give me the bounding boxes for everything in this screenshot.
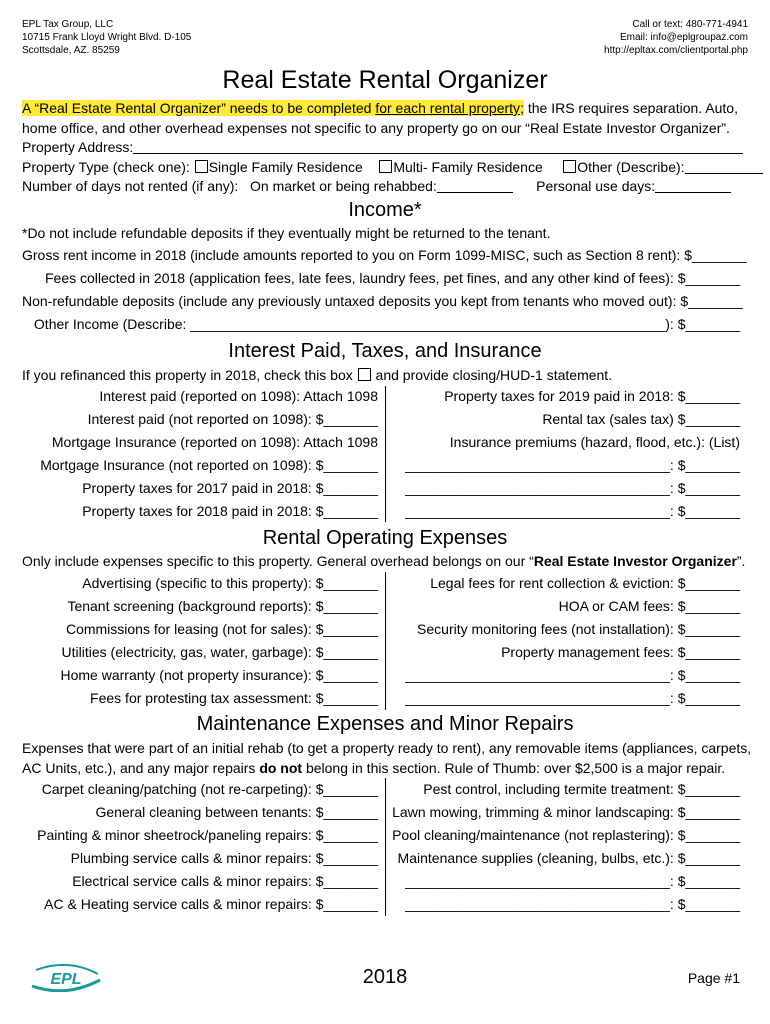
operating-note-b: Real Estate Investor Organizer — [533, 553, 737, 569]
interest-left-row: Interest paid (reported on 1098): Attach 1098 — [99, 388, 378, 404]
maintenance-right-row[interactable]: Maintenance supplies (cleaning, bulbs, etc.): $_______ — [397, 850, 740, 866]
operating-right-row[interactable]: Legal fees for rent collection & eviction: $_______ — [430, 575, 740, 591]
page-title: Real Estate Rental Organizer — [222, 66, 548, 94]
single-family-label: Single Family Residence — [208, 159, 363, 175]
contact-email: Email: info@eplgroupaz.com — [620, 32, 748, 43]
interest-left-row: Mortgage Insurance (reported on 1098): Attach 1098 — [51, 434, 378, 450]
days-row — [22, 177, 731, 196]
company-name: EPL Tax Group, LLC — [22, 19, 114, 30]
days-market-label: On market or being rehabbed: — [250, 178, 437, 194]
intro-highlight-c: ; — [520, 100, 524, 116]
multi-family-label: Multi- Family Residence — [393, 159, 543, 175]
interest-heading: Interest Paid, Taxes, and Insurance — [228, 340, 542, 362]
maintenance-note-1: Expenses that were part of an initial rehab (to get a property ready to rent), any removable items (appliances, carpets, — [22, 740, 752, 756]
maintenance-column-divider — [385, 778, 386, 916]
intro-line-2: home office, and other overhead expenses not specific to any property go on our “Real Estate Investor Organizer”. — [22, 120, 730, 136]
maintenance-left-row[interactable]: Plumbing service calls & minor repairs: $_______ — [70, 850, 378, 866]
interest-right-row[interactable]: Property taxes for 2019 paid in 2018: $_______ — [444, 388, 740, 404]
interest-right-row[interactable]: Rental tax (sales tax) $_______ — [542, 411, 740, 427]
maintenance-right-row[interactable]: __________________________________: $_______ — [405, 896, 740, 912]
interest-column-divider — [385, 386, 386, 522]
intro-highlight-a: A “Real Estate Rental Organizer” needs to be completed — [22, 100, 376, 116]
company-street: 10715 Frank Lloyd Wright Blvd. D-105 — [22, 32, 192, 43]
operating-left-row[interactable]: Fees for protesting tax assessment: $_______ — [90, 690, 378, 706]
maintenance-left-row[interactable]: AC & Heating service calls & minor repairs: $_______ — [44, 896, 378, 912]
company-info — [22, 18, 191, 57]
interest-left-row[interactable]: Property taxes for 2017 paid in 2018: $_______ — [82, 480, 378, 496]
contact-portal-link[interactable]: http://epltax.com/clientportal.php — [604, 45, 748, 56]
interest-right-row[interactable]: __________________________________: $_______ — [405, 457, 740, 473]
operating-note-c: ”. — [736, 553, 746, 569]
single-family-checkbox[interactable] — [195, 160, 208, 173]
days-market-field[interactable] — [437, 178, 513, 193]
maintenance-left-row[interactable]: General cleaning between tenants: $_______ — [95, 804, 378, 820]
maintenance-note-2c: belong in this section. Rule of Thumb: over $2,500 is a major repair. — [302, 760, 726, 776]
operating-note — [22, 552, 745, 571]
refinance-note-a: If you refinanced this property in 2018, check this box — [22, 367, 353, 383]
income-row-fees[interactable]: Fees collected in 2018 (application fees, late fees, laundry fees, pet fines, and any other kind of fees): $_______ — [44, 270, 740, 286]
property-type-label: Property Type (check one): — [22, 159, 194, 175]
maintenance-right-row[interactable]: Pest control, including termite treatment: $_______ — [423, 781, 740, 797]
intro-line-1 — [22, 99, 738, 118]
operating-column-divider — [385, 572, 386, 710]
logo-text: EPL — [50, 971, 82, 988]
interest-left-row[interactable]: Interest paid (not reported on 1098): $_______ — [87, 411, 378, 427]
income-row-gross-rent[interactable]: Gross rent income in 2018 (include amounts reported to you on Form 1099-MISC, such as Section 8 rent): $_______ — [22, 247, 747, 263]
operating-right-row[interactable]: Property management fees: $_______ — [501, 644, 740, 660]
maintenance-left-row[interactable]: Painting & minor sheetrock/paneling repairs: $_______ — [37, 827, 378, 843]
maintenance-right-row[interactable]: __________________________________: $_______ — [405, 873, 740, 889]
operating-left-row[interactable]: Commissions for leasing (not for sales): $_______ — [65, 621, 378, 637]
property-address-row — [22, 138, 743, 157]
property-address-label: Property Address: — [22, 139, 134, 155]
interest-left-row[interactable]: Property taxes for 2018 paid in 2018: $_______ — [82, 503, 378, 519]
operating-right-row[interactable]: __________________________________: $_______ — [405, 690, 740, 706]
maintenance-heading: Maintenance Expenses and Minor Repairs — [196, 713, 574, 735]
refinance-checkbox[interactable] — [358, 368, 371, 381]
contact-info — [604, 18, 748, 57]
page-number: Page #1 — [687, 970, 740, 986]
contact-phone: Call or text: 480-771-4941 — [632, 19, 748, 30]
operating-left-row[interactable]: Utilities (electricity, gas, water, garbage): $_______ — [61, 644, 378, 660]
operating-left-row[interactable]: Tenant screening (background reports): $_______ — [67, 598, 378, 614]
property-type-row — [22, 158, 763, 177]
operating-right-row[interactable]: __________________________________: $_______ — [405, 667, 740, 683]
operating-left-row[interactable]: Advertising (specific to this property): $_______ — [82, 575, 378, 591]
maintenance-left-row[interactable]: Carpet cleaning/patching (not re-carpeting): $_______ — [41, 781, 378, 797]
personal-use-field[interactable] — [655, 178, 731, 193]
interest-right-row: Insurance premiums (hazard, flood, etc.): (List) — [449, 434, 740, 450]
interest-right-row[interactable]: __________________________________: $_______ — [405, 480, 740, 496]
operating-right-row[interactable]: Security monitoring fees (not installation): $_______ — [417, 621, 740, 637]
maintenance-note-2a: AC Units, etc.), and any major repairs — [22, 760, 260, 776]
operating-right-row[interactable]: HOA or CAM fees: $_______ — [558, 598, 740, 614]
interest-right-row[interactable]: __________________________________: $_______ — [405, 503, 740, 519]
interest-left-row[interactable]: Mortgage Insurance (not reported on 1098): $_______ — [40, 457, 378, 473]
maintenance-left-row[interactable]: Electrical service calls & minor repairs: $_______ — [72, 873, 378, 889]
other-type-checkbox[interactable] — [563, 160, 576, 173]
personal-use-label: Personal use days: — [536, 178, 656, 194]
intro-highlight-b: for each rental property — [375, 100, 521, 116]
refinance-note-b: and provide closing/HUD-1 statement. — [371, 367, 613, 383]
multi-family-checkbox[interactable] — [379, 160, 392, 173]
intro-rest: the IRS requires separation. Auto, — [523, 100, 738, 116]
operating-note-a: Only include expenses specific to this property. General overhead belongs on our “ — [22, 553, 534, 569]
refinance-note — [22, 366, 612, 385]
income-row-other[interactable]: Other Income (Describe: _____________________________________________________________): $_______ — [33, 316, 740, 332]
operating-left-row[interactable]: Home warranty (not property insurance): $_______ — [60, 667, 378, 683]
maintenance-right-row[interactable]: Lawn mowing, trimming & minor landscaping: $_______ — [392, 804, 740, 820]
income-row-deposits[interactable]: Non-refundable deposits (include any previously untaxed deposits you kept from tenants who moved out): $_______ — [22, 293, 743, 309]
maintenance-note-2 — [22, 759, 725, 778]
operating-heading: Rental Operating Expenses — [262, 527, 508, 549]
maintenance-right-row[interactable]: Pool cleaning/maintenance (not replastering): $_______ — [392, 827, 740, 843]
property-address-field[interactable] — [133, 139, 743, 154]
days-not-rented-label: Number of days not rented (if any): — [22, 178, 239, 194]
maintenance-note-2b: do not — [259, 760, 303, 776]
other-type-field[interactable] — [685, 159, 763, 174]
other-type-label: Other (Describe): — [577, 159, 685, 175]
form-year: 2018 — [362, 966, 408, 988]
income-note: *Do not include refundable deposits if they eventually might be returned to the tenant. — [22, 225, 551, 241]
income-heading: Income* — [348, 199, 422, 221]
company-city: Scottsdale, AZ. 85259 — [22, 45, 120, 56]
